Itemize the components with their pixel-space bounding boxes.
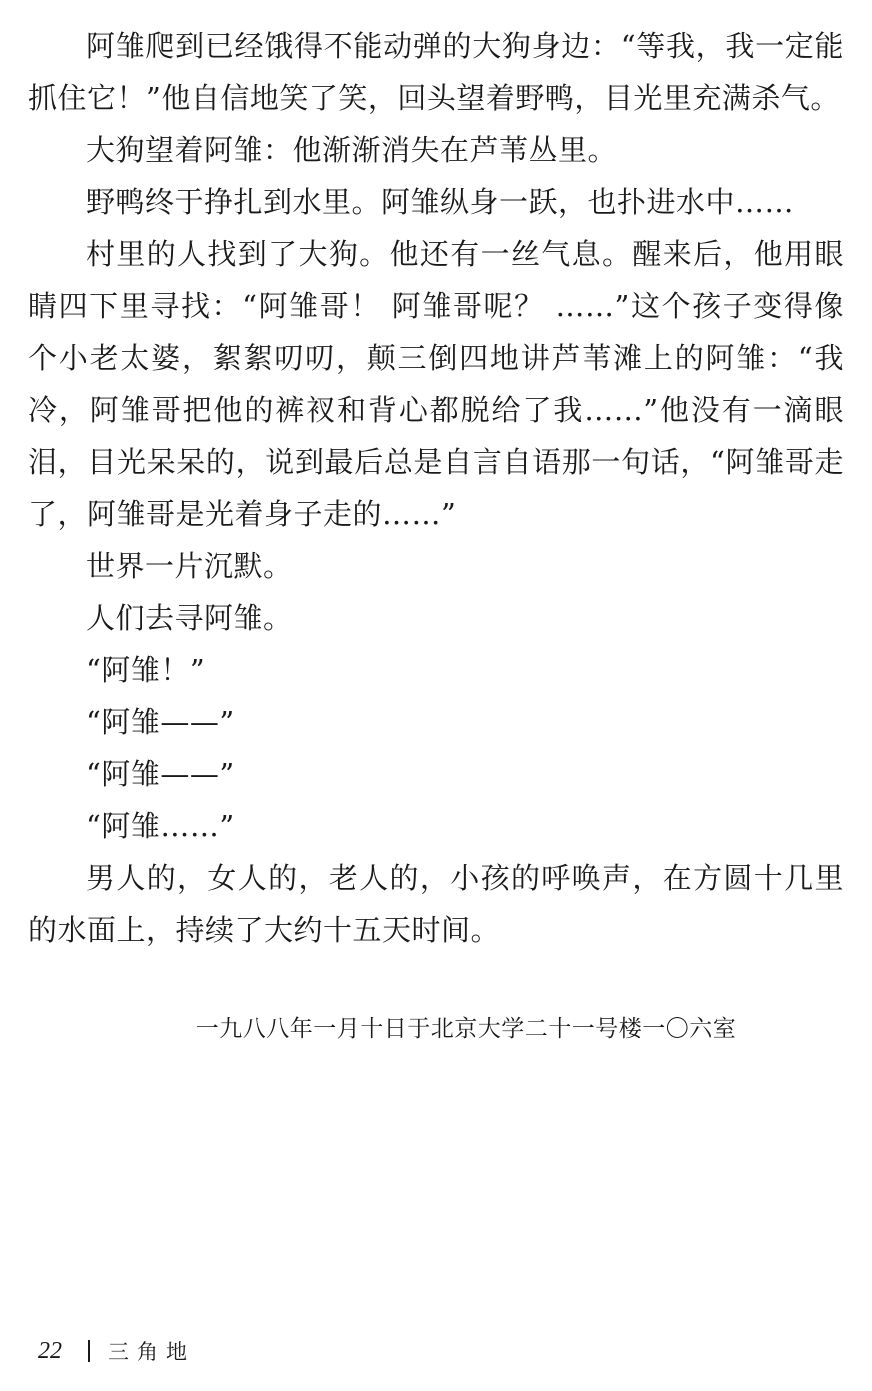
footer-divider: [88, 1340, 90, 1362]
page-number: 22: [38, 1337, 62, 1364]
paragraph: “阿雏——”: [86, 705, 235, 739]
paragraph: “阿雏……”: [86, 809, 235, 843]
paragraph: 男人的，女人的，老人的，小孩的呼唤声，在方圆十几里的水面上，持续了大约十五天时间。: [28, 861, 844, 947]
paragraph: 阿雏爬到已经饿得不能动弹的大狗身边：“等我，我一定能抓住它！”他自信地笑了笑，回头望着野鸭，目光里充满杀气。: [28, 29, 844, 115]
paragraph: “阿雏！”: [86, 653, 206, 687]
paragraph: 村里的人找到了大狗。他还有一丝气息。醒来后，他用眼睛四下里寻找：“阿雏哥！ 阿雏哥呢？ ……”这个孩子变得像个小老太婆，絮絮叨叨，颠三倒四地讲芦苇滩上的阿雏：“我冷，阿雏哥把他的裤衩和背心都脱给了我……”他没有一滴眼泪，目光呆呆的，说到最后总是自言自语那一句话，“阿雏哥走了，阿雏哥是光着身子走的……”: [28, 237, 844, 531]
paragraph: 世界一片沉默。: [86, 549, 293, 583]
page-footer: [38, 1333, 195, 1369]
paragraph: 野鸭终于挣扎到水里。阿雏纵身一跃，也扑进水中……: [86, 185, 795, 219]
paragraph: 人们去寻阿雏。: [86, 601, 293, 635]
date-signature: 一九八八年一月十日于北京大学二十一号楼一〇六室: [195, 1016, 737, 1042]
paragraph: 大狗望着阿雏：他渐渐消失在芦苇丛里。: [86, 133, 618, 167]
paragraph: “阿雏——”: [86, 757, 235, 791]
running-title: 三角地: [108, 1340, 195, 1364]
body-text: [28, 20, 844, 956]
